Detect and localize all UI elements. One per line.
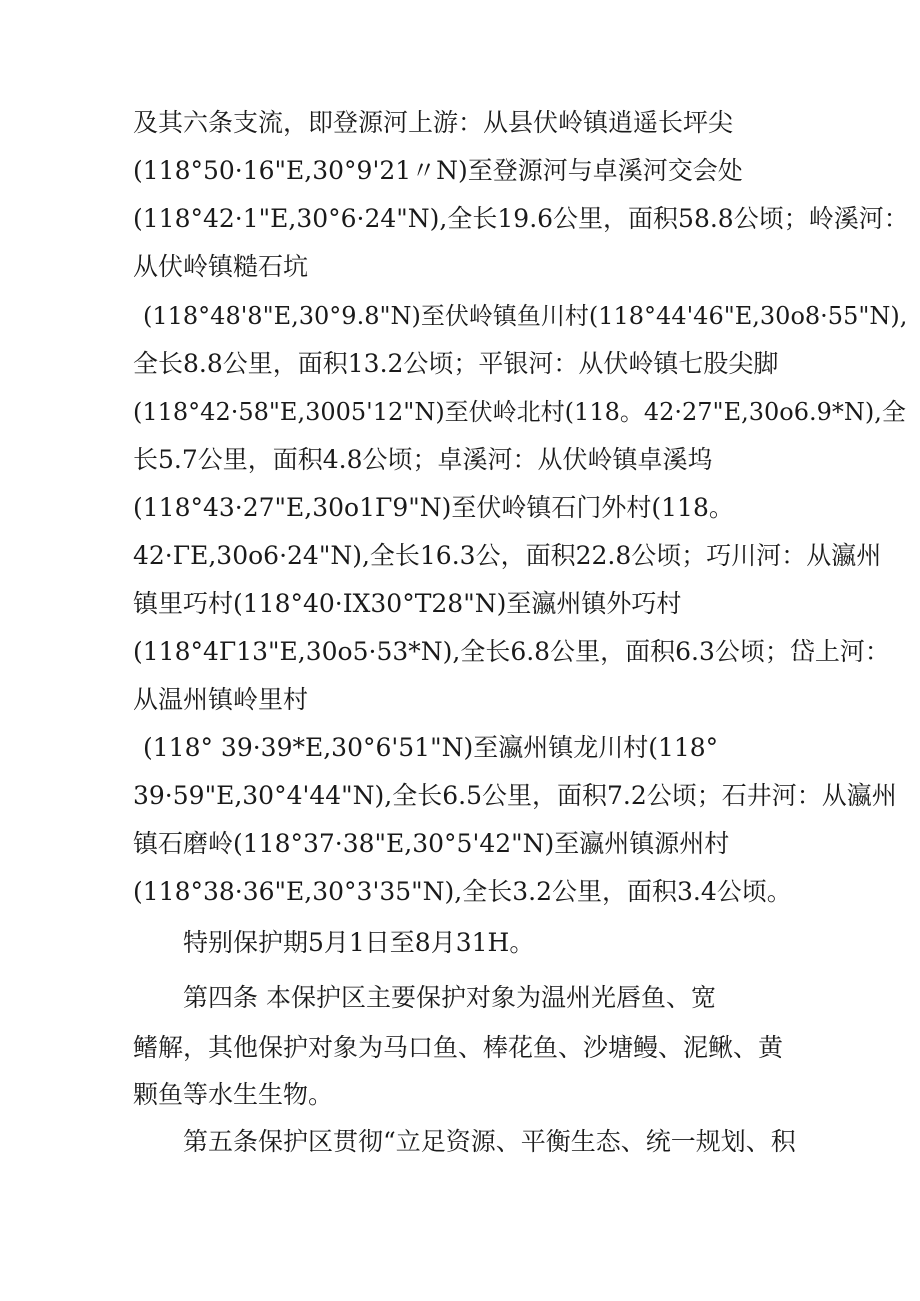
text-line: (118° 39·39*E,30°6'51"N)至瀛州镇龙川村(118° [143, 733, 719, 762]
text-line: (118°42·1"E,30°6·24"N),全长19.6公里，面积58.8公顷；岭溪河： [133, 204, 909, 233]
text-line: 及其六条支流，即登源河上游：从县伏岭镇逍遥长坪尖 [133, 108, 734, 137]
text-line: 镇里巧村(118°40·IX30°T28"N)至瀛州镇外巧村 [133, 589, 682, 618]
text-line: 第四条 本保护区主要保护对象为温州光唇鱼、宽 [183, 983, 716, 1012]
text-line: (118°42·58"E,3005'12"N)至伏岭北村(118。42·27"E,30o6.9*N),全 [133, 398, 906, 426]
text-line: (118°48'8"E,30°9.8"N)至伏岭镇鱼川村(118°44'46"E,30o8·55"N), [143, 302, 908, 330]
text-line: (118°50·16"E,30°9'21〃N)至登源河与卓溪河交会处 [133, 156, 743, 185]
text-line: 长5.7公里，面积4.8公顷；卓溪河：从伏岭镇卓溪坞 [133, 445, 713, 474]
text-line: 镇石磨岭(118°37·38"E,30°5'42"N)至瀛州镇源州村 [133, 829, 730, 858]
text-line: (118°38·36"E,30°3'35"N),全长3.2公里，面积3.4公顷。 [133, 877, 792, 906]
text-line: 从温州镇岭里村 [133, 685, 309, 714]
text-line: 从伏岭镇糙石坑 [133, 252, 309, 281]
text-line: 39·59"E,30°4'44"N),全长6.5公里，面积7.2公顷；石井河：从瀛州 [133, 781, 897, 810]
text-line: 鳍解，其他保护对象为马口鱼、棒花鱼、沙塘鳗、泥鳅、黄 [133, 1033, 784, 1062]
text-line: 特别保护期5月1日至8月31H。 [183, 928, 535, 957]
text-line: 第五条保护区贯彻“立足资源、平衡生态、统一规划、积 [183, 1127, 796, 1156]
text-line: 全长8.8公里，面积13.2公顷；平银河：从伏岭镇七股尖脚 [133, 349, 779, 378]
text-line: (118°4Γ13"E,30o5·53*N),全长6.8公里，面积6.3公顷；岱上河： [133, 637, 890, 666]
text-line: (118°43·27"E,30o1Γ9"N)至伏岭镇石门外村(118。 [133, 493, 734, 522]
text-line: 颗鱼等水生生物。 [133, 1080, 334, 1109]
text-line: 42·ΓE,30o6·24"N),全长16.3公，面积22.8公顷；巧川河：从瀛州 [133, 541, 882, 570]
